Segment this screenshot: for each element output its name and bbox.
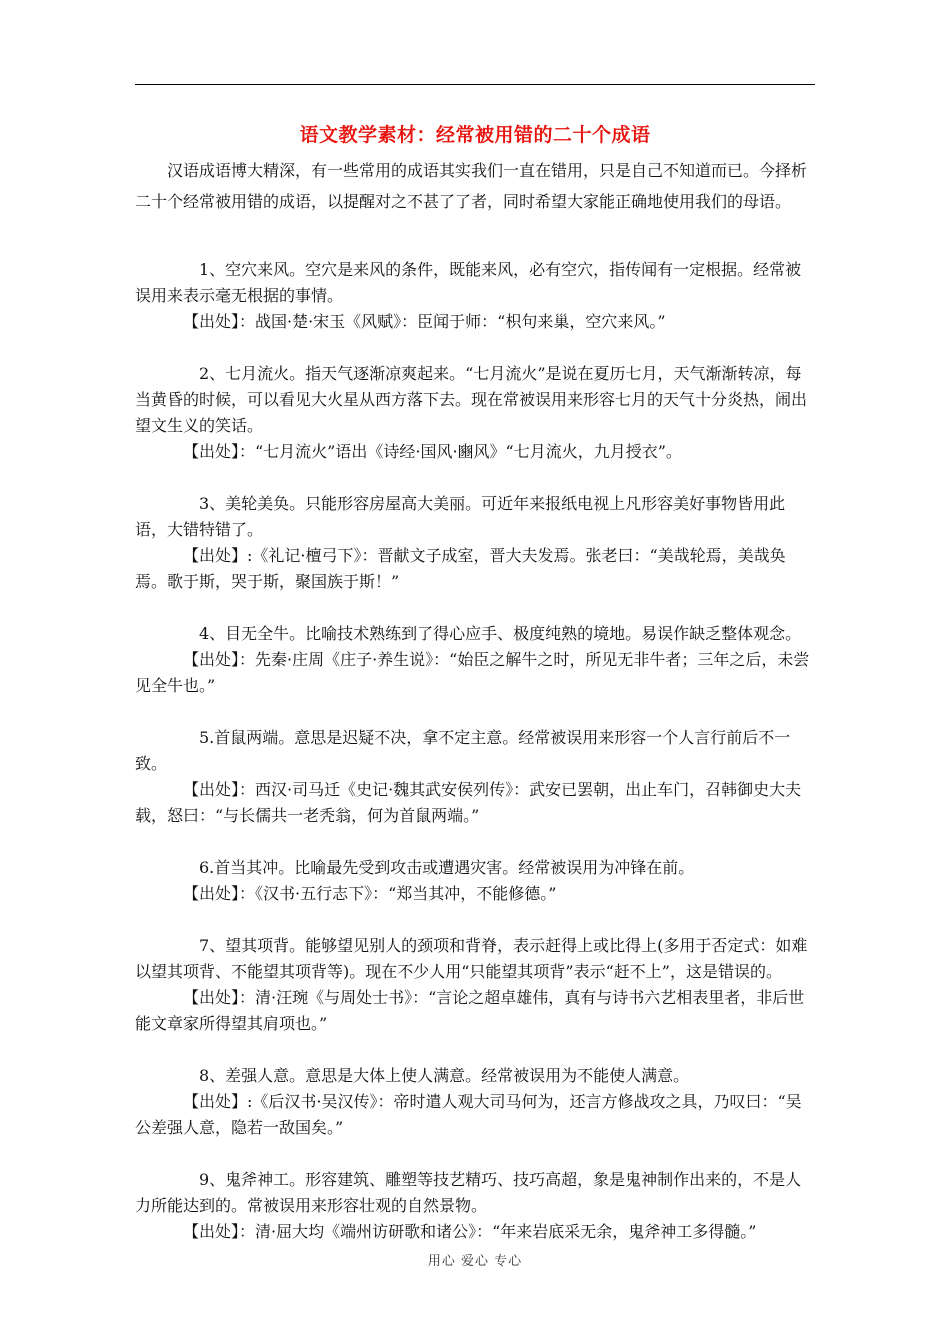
idiom-source: 【出处】:《后汉书·吴汉传》：帝时遣人观大司马何为，还言方修战攻之具，乃叹曰：“吴公差强人意，隐若一敌国矣。” [135,1092,802,1137]
idiom-source: 【出处】：西汉·司马迁《史记·魏其武安侯列传》：武安已罢朝，出止车门，召韩御史大夫载，怒曰：“与长儒共一老秃翁，何为首鼠两端。” [135,780,802,825]
document-title: 语文教学素材：经常被用错的二十个成语 [299,124,651,146]
idiom-definition: 3、美轮美奂。只能形容房屋高大美丽。可近年来报纸电视上凡形容美好事物皆用此语，大错特错了。 [135,494,786,539]
idiom-definition: 9、鬼斧神工。形容建筑、雕塑等技艺精巧、技巧高超，象是鬼神制作出来的，不是人力所能达到的。常被误用来形容壮观的自然景物。 [135,1170,802,1215]
idiom-entry [135,725,817,829]
idiom-source: 【出处】：清·汪琬《与周处士书》：“言论之超卓雄伟，真有与诗书六艺相表里者，非后世能文章家所得望其肩项也。” [135,988,805,1033]
idiom-list [135,257,817,1271]
idiom-entry [135,257,817,335]
idiom-entry [135,855,817,907]
idiom-source: 【出处】：战国·楚·宋玉《风赋》：臣闻于师：“枳句来巢，空穴来风。” [183,312,666,331]
idiom-source: 【出处】：“七月流火”语出《诗经·国风·豳风》“七月流火，九月授衣”。 [183,442,682,461]
idiom-source: 【出处】:《礼记·檀弓下》：晋献文子成室，晋大夫发焉。张老曰：“美哉轮焉，美哉奂焉。歌于斯，哭于斯，聚国族于斯！” [135,546,786,591]
idiom-definition: 5.首鼠两端。意思是迟疑不决，拿不定主意。经常被误用来形容一个人言行前后不一致。 [135,728,791,773]
idiom-source: 【出处】：清·屈大均《端州访研歌和诸公》：“年来岩底采无余，鬼斧神工多得髓。” [183,1222,757,1241]
idiom-entry [135,361,817,465]
header-rule [135,84,815,85]
idiom-entry [135,491,817,595]
idiom-entry [135,621,817,699]
idiom-definition: 7、望其项背。能够望见别人的颈项和背脊，表示赶得上或比得上(多用于否定式：如难以望其项背、不能望其项背等)。现在不少人用“只能望其项背”表示“赶不上”，这是错误的。 [135,936,808,981]
idiom-source: 【出处】：《汉书·五行志下》：“郑当其冲，不能修德。” [183,884,557,903]
idiom-definition: 2、七月流火。指天气逐渐凉爽起来。“七月流火”是说在夏历七月，天气渐渐转凉，每当黄昏的时候，可以看见大火星从西方落下去。现在常被误用来形容七月的天气十分炎热，闹出望文生义的笑话。 [135,364,808,435]
idiom-definition: 8、差强人意。意思是大体上使人满意。经常被误用为不能使人满意。 [199,1066,690,1085]
idiom-definition: 6.首当其冲。比喻最先受到攻击或遭遇灾害。经常被误用为冲锋在前。 [199,858,695,877]
page-footer: 用心 爱心 专心 [427,1254,523,1269]
idiom-entry [135,933,817,1037]
idiom-definition: 4、目无全牛。比喻技术熟练到了得心应手、极度纯熟的境地。易误作缺乏整体观念。 [199,624,802,643]
idiom-entry [135,1063,817,1141]
idiom-source: 【出处】：先秦·庄周《庄子·养生说》：“始臣之解牛之时，所见无非牛者；三年之后，未尝见全牛也。” [135,650,810,695]
intro-paragraph: 汉语成语博大精深，有一些常用的成语其实我们一直在错用，只是自己不知道而已。今择析二十个经常被用错的成语，以提醒对之不甚了了者，同时希望大家能正确地使用我们的母语。 [135,161,808,211]
idiom-entry [135,1167,817,1245]
idiom-definition: 1、空穴来风。空穴是来风的条件，既能来风，必有空穴，指传闻有一定根据。经常被误用来表示毫无根据的事情。 [135,260,802,305]
